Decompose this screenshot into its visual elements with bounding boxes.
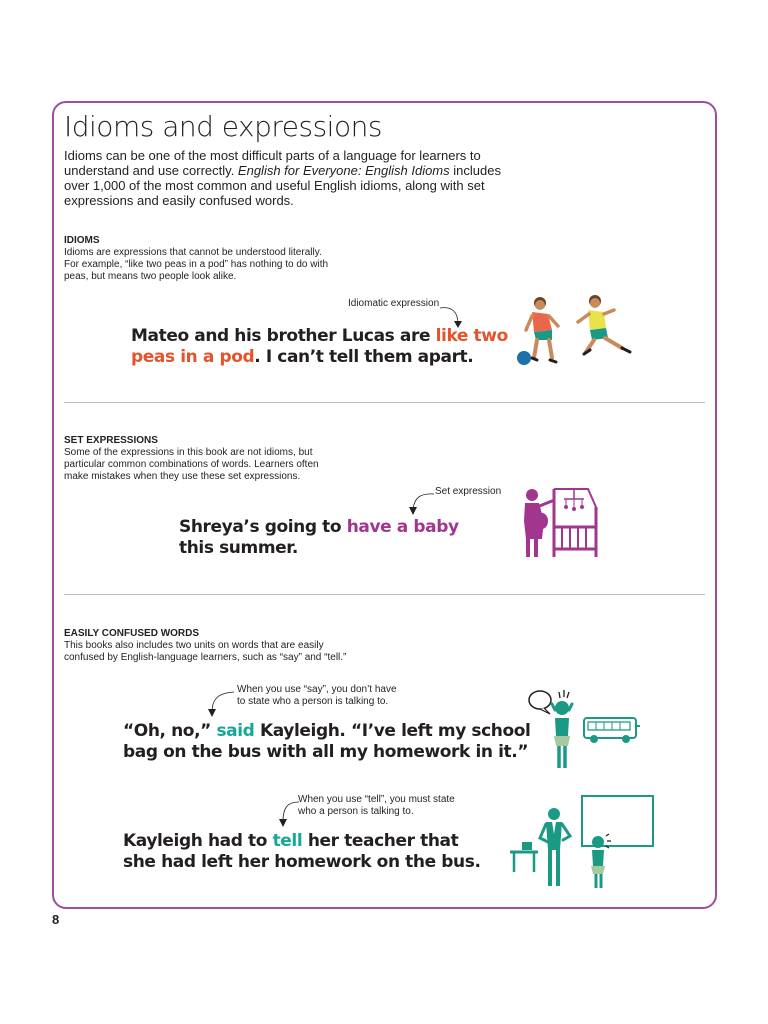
set-expression-line-1 <box>179 517 459 538</box>
say-pointer-arrow-icon <box>200 690 236 720</box>
tell-sentence-line-2: she had left her homework on the bus. <box>123 852 481 872</box>
set-expressions-body: Some of the expressions in this book are not idioms, but particular common combinations of words. Learners often make mistakes when they use these set expressions. <box>64 447 319 482</box>
idioms-body: Idioms are expressions that cannot be understood literally. For example, “like two peas in a pod” has nothing to do with peas, but means two people look alike. <box>64 247 329 282</box>
idiom-sentence-line-2 <box>131 347 508 368</box>
confused-words-heading: EASILY CONFUSED WORDS <box>64 628 200 639</box>
section-divider-1 <box>64 402 705 403</box>
tell-example-sentence <box>123 831 481 873</box>
say-sentence-line-2: bag on the bus with all my homework in it.” <box>123 742 529 762</box>
set-expression-label: Set expression <box>435 486 502 497</box>
idiom-example-sentence <box>131 326 508 368</box>
tell-usage-note: When you use “tell”, you must state who a person is talking to. <box>298 794 455 817</box>
set-expression-example-sentence <box>179 517 459 559</box>
confused-words-body: This books also includes two units on words that are easily confused by English-language learners, such as “say” and “tell.” <box>64 640 347 663</box>
page-frame <box>52 101 717 909</box>
intro-text-2: includes over 1,000 of the most common and useful English idioms, along with set expressions and easily confused words. <box>64 163 501 208</box>
tell-sentence-text-end: her teacher that <box>302 831 459 851</box>
say-example-sentence <box>123 721 530 763</box>
set-expression-text: Shreya’s going to <box>179 517 347 537</box>
tell-highlight: tell <box>272 831 303 851</box>
intro-text-1: Idioms can be one of the most difficult parts of a language for learners to understand and use correctly. <box>64 148 481 178</box>
girl-and-bus-illustration <box>526 688 642 770</box>
say-sentence-line-1 <box>123 721 530 742</box>
idiom-sentence-line-1 <box>131 326 508 347</box>
page-title: Idioms and expressions <box>64 110 382 143</box>
intro-book-title: English for Everyone: English Idioms <box>237 163 450 178</box>
idiom-sentence-text-end: . I can’t tell them apart. <box>254 347 474 367</box>
idiom-highlight-2: peas in a pod <box>131 347 255 367</box>
tell-pointer-arrow-icon <box>275 798 301 830</box>
say-sentence-text-end: Kayleigh. “I’ve left my school <box>254 721 531 741</box>
set-expression-line-2: this summer. <box>179 538 298 558</box>
set-expression-pointer-arrow-icon <box>404 490 436 518</box>
intro-paragraph <box>64 148 514 208</box>
say-highlight: said <box>216 721 255 741</box>
set-expressions-heading: SET EXPRESSIONS <box>64 435 158 446</box>
page-number: 8 <box>52 912 60 927</box>
section-divider-2 <box>64 594 705 595</box>
two-boys-football-illustration <box>512 292 642 372</box>
idiomatic-expression-label: Idiomatic expression <box>348 298 440 309</box>
idiom-sentence-text: Mateo and his brother Lucas are <box>131 326 436 346</box>
idioms-heading: IDIOMS <box>64 235 100 246</box>
idiom-highlight-1: like two <box>435 326 508 346</box>
tell-sentence-line-1 <box>123 831 481 852</box>
say-sentence-text-start: “Oh, no,” <box>123 721 217 741</box>
tell-sentence-text-start: Kayleigh had to <box>123 831 273 851</box>
say-usage-note: When you use “say”, you don’t have to state who a person is talking to. <box>237 684 397 707</box>
pregnant-woman-crib-illustration <box>518 485 600 559</box>
set-expression-highlight: have a baby <box>346 517 459 537</box>
teacher-and-girl-classroom-illustration <box>508 794 656 890</box>
